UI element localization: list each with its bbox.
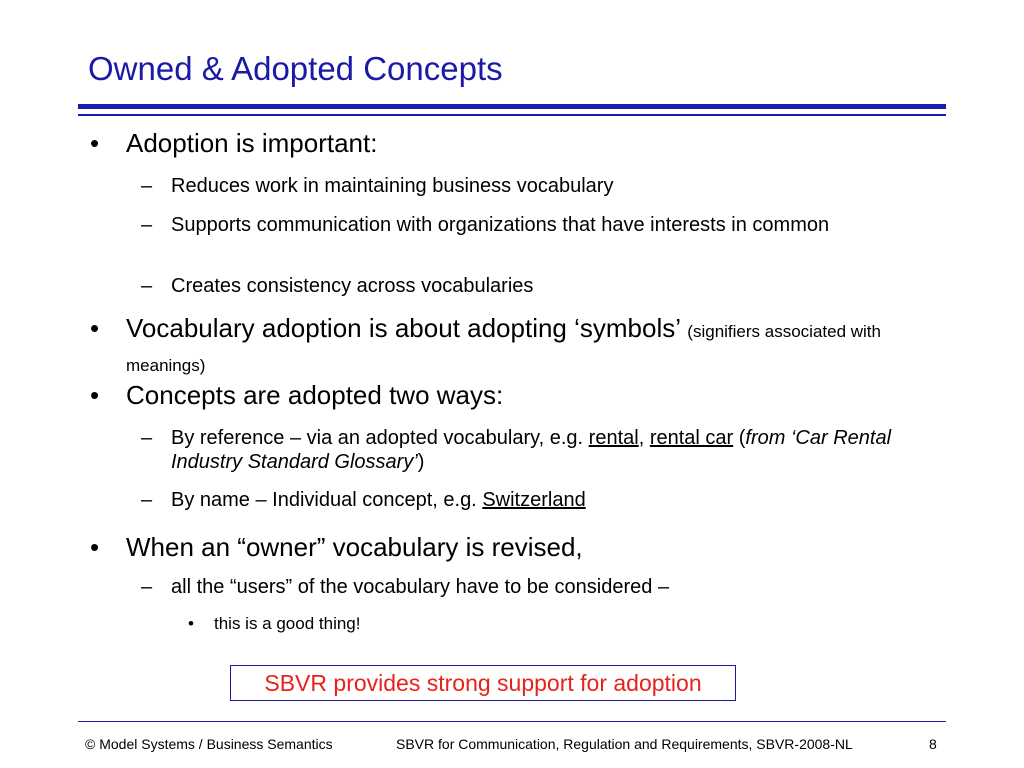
title-rule-thick [78,104,946,109]
page-number: 8 [929,736,937,752]
bullet-text: When an “owner” vocabulary is revised, [126,532,583,562]
title-rule-thin [78,114,946,116]
link-rental[interactable]: rental [588,427,639,449]
bullet-dot: • [90,128,100,158]
slide-title: Owned & Adopted Concepts [88,50,503,87]
separator: , [638,427,650,449]
bullet-owner-revised [90,532,583,563]
footer-rule [78,721,946,722]
dash: – [141,214,153,236]
dash: – [141,489,153,511]
bullet-adoption-important [90,128,378,159]
footer-presentation-title: SBVR for Communication, Regulation and Requirements, SBVR-2008-NL [396,736,853,752]
sub-bullet-text: all the “users” of the vocabulary have to be considered – [171,576,670,598]
sub-bullet-by-reference [141,426,931,474]
source-note: from ‘Car Rental Industry Standard Glossary’ [171,427,892,473]
bullet-text: Concepts are adopted two ways: [126,380,504,410]
bullet-text: Vocabulary adoption is about adopting ‘symbols’ [126,313,681,343]
sub-bullet-supports-communication [141,213,931,237]
link-switzerland[interactable]: Switzerland [482,489,586,511]
dash: – [141,175,153,197]
bullet-concepts-adopted [90,380,504,411]
bullet-vocabulary-adoption [90,313,936,381]
bullet-dot: • [90,313,100,343]
footer-copyright: © Model Systems / Business Semantics [85,736,333,752]
dash: – [141,576,153,598]
bullet-dot: • [188,614,194,633]
bullet-dot: • [90,380,100,410]
by-reference-prefix: By reference – via an adopted vocabulary, e.g. [171,427,589,449]
paren-open: ( [733,427,746,449]
subsub-bullet-good-thing [188,614,361,634]
dash: – [141,427,153,449]
sub-bullet-users-considered [141,575,931,599]
bullet-text: Adoption is important: [126,128,378,158]
sub-bullet-text: Reduces work in maintaining business vocabulary [171,175,614,197]
bullet-note: (signifiers associated with meanings) [126,322,881,375]
bullet-dot: • [90,532,100,562]
sub-bullet-text: Supports communication with organizations that have interests in common [171,214,830,236]
sub-bullet-text: Creates consistency across vocabularies [171,275,534,297]
subsub-bullet-text: this is a good thing! [214,614,361,633]
by-name-prefix: By name – Individual concept, e.g. [171,489,483,511]
link-rental-car[interactable]: rental car [649,427,734,449]
sub-bullet-creates-consistency [141,274,931,298]
sub-bullet-reduces-work [141,174,931,198]
dash: – [141,275,153,297]
paren-close: ) [417,451,425,473]
callout-box: SBVR provides strong support for adoption [230,665,736,701]
sub-bullet-by-name [141,488,931,512]
